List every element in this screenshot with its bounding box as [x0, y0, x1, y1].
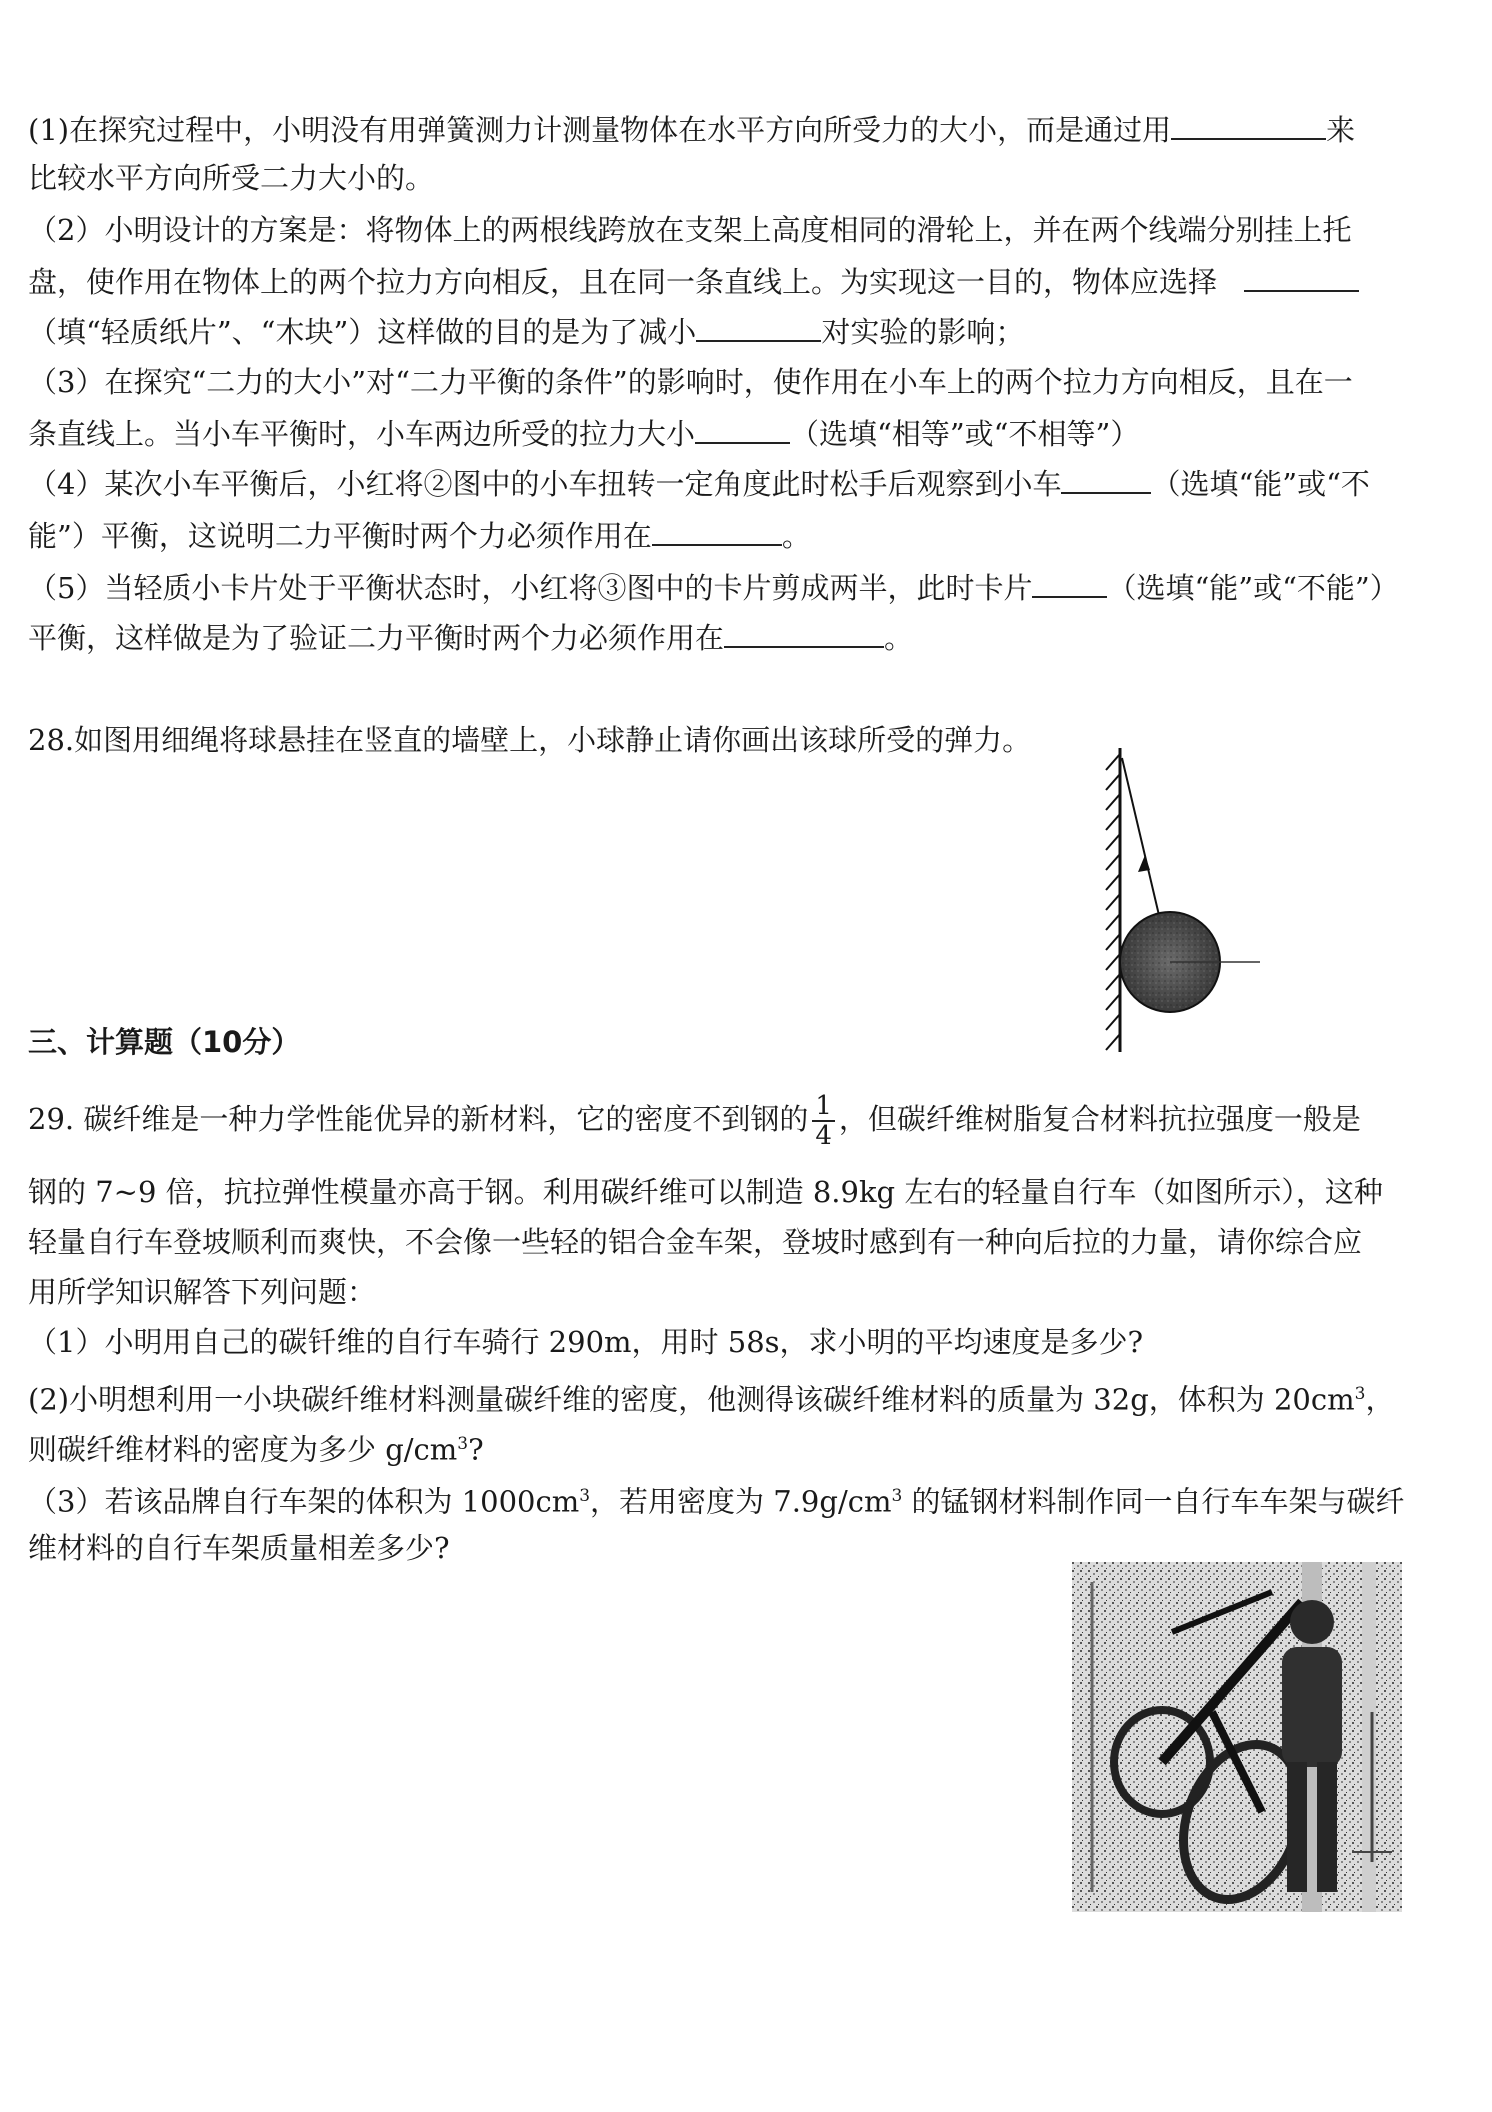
q27-part5-text4: 。 [884, 621, 914, 655]
q29-sub2-text2-end: ? [468, 1432, 484, 1467]
q27-part1-line2 [28, 158, 434, 198]
q27-part2-text1: （2）小明设计的方案是：将物体上的两根线跨放在支架上高度相同的滑轮上，并在两个线端分别挂上托 [28, 213, 1352, 247]
q29-text4: 轻量自行车登坡顺利而爽快，不会像一些轻的铝合金车架，登坡时感到有一种向后拉的力量，请你综合应 [28, 1225, 1363, 1259]
fraction-one-quarter [812, 1092, 835, 1150]
q27-part4-blank2[interactable] [652, 514, 782, 546]
q27-part4-text2: （选填“能”或“不 [1151, 467, 1370, 501]
q29-sub3-text2: ，若用密度为 7.9g/cm [590, 1484, 892, 1519]
q27-part5-line1 [28, 566, 1399, 606]
q29-sub2-text1: (2)小明想利用一小块碳纤维材料测量碳纤维的密度，他测得该碳纤维材料的质量为 32g，体积为 20cm [28, 1382, 1355, 1417]
superscript-3: 3 [457, 1434, 469, 1454]
q27-part5-text3: 平衡，这样做是为了验证二力平衡时两个力必须作用在 [28, 621, 725, 655]
q27-part4-text3: 能”）平衡，这说明二力平衡时两个力必须作用在 [28, 519, 652, 553]
q29-sub3-text1: （3）若该品牌自行车架的体积为 1000cm [28, 1484, 580, 1519]
q27-part2-blank2[interactable] [696, 310, 821, 342]
q29-sub2-text1-end: ， [1365, 1382, 1395, 1417]
q27-part2-blank1[interactable] [1244, 260, 1359, 292]
q29-sub3-line2 [28, 1528, 450, 1568]
q27-part3-line2 [28, 412, 1139, 452]
q27-part3-text3: （选填“相等”或“不相等”） [790, 417, 1140, 451]
q29-text3: 钢的 7~9 倍，抗拉弹性模量亦高于钢。利用碳纤维可以制造 8.9kg 左右的轻量自行车（如图所示），这种 [28, 1175, 1383, 1209]
q29-line1 [28, 1092, 1361, 1156]
q29-text1: 29. 碳纤维是一种力学性能优异的新材料，它的密度不到钢的 [28, 1102, 809, 1136]
section-3-title-text: 三、计算题（10分） [28, 1025, 301, 1059]
q29-text2: ，但碳纤维树脂复合材料抗拉强度一般是 [838, 1102, 1361, 1136]
q29-sub2-line2 [28, 1424, 484, 1467]
q27-part1-text: (1)在探究过程中，小明没有用弹簧测力计测量物体在水平方向所受力的大小，而是通过用 [28, 113, 1172, 147]
q27-part5-line2 [28, 616, 913, 656]
superscript-3: 3 [891, 1486, 903, 1506]
q29-sub3-line1 [28, 1476, 1405, 1519]
q27-part3-blank[interactable] [695, 412, 790, 444]
q27-part5-text1: （5）当轻质小卡片处于平衡状态时，小红将③图中的卡片剪成两半，此时卡片 [28, 571, 1033, 605]
q27-part5-blank1[interactable] [1032, 566, 1107, 598]
q27-part1-line1 [28, 108, 1355, 148]
q29-line3 [28, 1222, 1362, 1262]
bicycle-photo [1072, 1562, 1402, 1912]
fraction-numerator: 1 [812, 1092, 835, 1122]
q28-text [28, 720, 1031, 760]
q29-sub1-text: （1）小明用自己的碳钎维的自行车骑行 290m，用时 58s，求小明的平均速度是多少? [28, 1325, 1144, 1359]
q29-sub2-text2: 则碳纤维材料的密度为多少 g/cm [28, 1432, 458, 1467]
person-head [1290, 1600, 1334, 1644]
person-body [1282, 1647, 1342, 1767]
q27-part2-line3 [28, 310, 1024, 350]
section-3-title [28, 1022, 300, 1062]
q27-part4-line1 [28, 462, 1370, 502]
q27-part2-line2 [28, 260, 1359, 300]
q27-part3-line1 [28, 362, 1353, 402]
fraction-denominator: 4 [815, 1121, 832, 1151]
q29-text5: 用所学知识解答下列问题： [28, 1275, 377, 1309]
q27-part3-text2: 条直线上。当小车平衡时，小车两边所受的拉力大小 [28, 417, 696, 451]
q28-question: 28.如图用细绳将球悬挂在竖直的墙壁上，小球静止请你画出该球所受的弹力。 [28, 723, 1032, 757]
q29-line2 [28, 1172, 1383, 1212]
wall-ball-diagram [1080, 740, 1280, 1060]
q27-part2-text4: 对实验的影响； [821, 315, 1025, 349]
q27-part2-text3: （填“轻质纸片”、“木块”）这样做的目的是为了减小 [28, 315, 697, 349]
q27-part1-text2: 比较水平方向所受二力大小的。 [28, 161, 435, 195]
q29-sub3-text4: 维材料的自行车架质量相差多少? [28, 1531, 450, 1565]
q27-part2-line1 [28, 210, 1351, 250]
string-arrow-icon [1138, 855, 1150, 872]
q27-part3-text1: （3）在探究“二力的大小”对“二力平衡的条件”的影响时，使作用在小车上的两个拉力方向相反，且在一 [28, 365, 1353, 399]
q27-part1-blank[interactable] [1171, 108, 1326, 140]
q29-sub2-line1 [28, 1374, 1395, 1417]
q27-part4-text4: 。 [781, 519, 811, 553]
q27-part4-blank1[interactable] [1061, 462, 1151, 494]
q29-sub1 [28, 1322, 1143, 1362]
q27-part5-text2: （选填“能”或“不能”） [1107, 571, 1399, 605]
wall-hatching [1106, 754, 1120, 1050]
q27-part1-text-end: 来 [1326, 113, 1356, 147]
q27-part4-line2 [28, 514, 811, 554]
q27-part5-blank2[interactable] [724, 616, 884, 648]
superscript-3: 3 [579, 1486, 591, 1506]
superscript-3: 3 [1354, 1384, 1366, 1404]
q27-part4-text1: （4）某次小车平衡后，小红将②图中的小车扭转一定角度此时松手后观察到小车 [28, 467, 1062, 501]
q27-part2-text2: 盘，使作用在物体上的两个拉力方向相反，且在同一条直线上。为实现这一目的，物体应选择 [28, 265, 1218, 299]
q29-sub3-text3: 的锰钢材料制作同一自行车车架与碳纤 [902, 1484, 1405, 1519]
q29-line4 [28, 1272, 376, 1312]
